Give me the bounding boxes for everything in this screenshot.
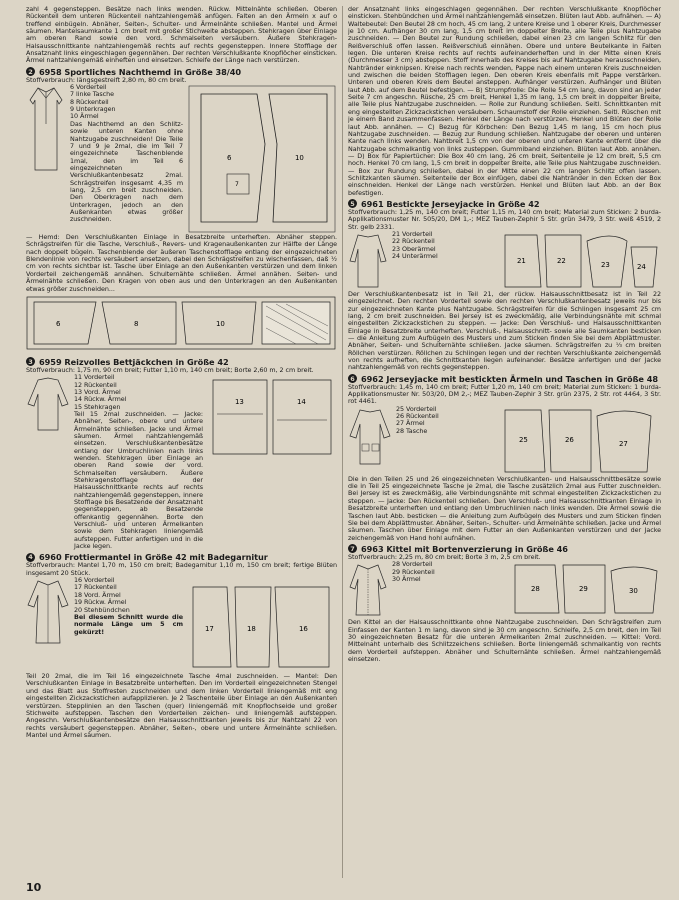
- part-item: 20 Stehbündchen: [74, 605, 130, 614]
- svg-text:17: 17: [205, 625, 214, 634]
- embroidered-jacket-sketch-icon: [348, 406, 392, 468]
- part-item: 6 Vorderteil: [70, 83, 107, 92]
- svg-text:27: 27: [619, 439, 628, 448]
- bathrobe-sketch-icon: [26, 577, 70, 647]
- body-text: Die in den Teilen 25 und 26 eingezeichneten Verschlußkanten- und Halsausschnittbesätze sowie die in Teil 25 eingezeichnete Tasche je 2mal, die Tasche zusätzlich 2mal aus Futter zuschneiden. Bei Jersey ist es zweckmäßig, alle Verbindungsnähte mit schmal eingestellten Zickzackstichen zu steppen. — Jacke: Den Rückenteil schließen. Den Verschluß- und Halsausschnittkanten Einlage in Besatzbreite unterheften und entlang den Umbruchlinien nach links wenden. Die Ärmel sowie die Taschen laut Abb. besticken — die Anleitung zum Aufbügeln des Musters und zum Sticken finden Sie bei dem Abplättmuster. Abnäher, Seiten-, Schulter- und Ärmelnähte schließen. Jacke und Ärmel säumen. Taschen über Einlage mit dem Futter an den Außenkanten verstürzen und der Jacke zeichengemäß von Hand hohl aufnähen.: [348, 474, 661, 542]
- svg-text:25: 25: [519, 435, 528, 444]
- part-item: 22 Rückenteil: [392, 237, 435, 246]
- part-item: 23 Oberärmel: [392, 244, 436, 253]
- body-text: Teil 15 2mal zuschneiden. — Jacke: Abnäher, Seiten-, obere und untere Ärmelnähte schließen. Jacke und Ärmel säumen. Ärmel nahtzahlengemäß einsetzen. Verschlußkantenbesätze entlang der Umbruchlinien nach links wenden. Stehkragen über Einlage an oberen Rand sowie der vord. Schmalseiten versäubern. Äußere Stehkragenstofflage der Halsausschnittkante rechts auf rechts nahtzahlengemäß gegensteppen, innere Stofflage bis Besatzende der Ansatznaht gegensteppen, ab Besatzende offenkantig gegennähen. Borte den Verschluß- und unteren Ärmelkanten sowie dem Stehkragen liniengemäß aufsteppen. Futter anfertigen und in die Jacke legen.: [74, 409, 203, 551]
- pattern-pieces-diagram: [511, 561, 661, 617]
- section-title: 6960 Frottiermantel in Größe 42 mit Badegarnitur: [39, 552, 268, 563]
- pattern-pieces-diagram: [501, 231, 661, 291]
- garment-sketch-6961: [348, 231, 388, 291]
- svg-text:22: 22: [557, 256, 566, 265]
- pattern-diagram-6963: [511, 561, 661, 619]
- section-number: 6: [348, 374, 357, 383]
- svg-text:21: 21: [517, 256, 526, 265]
- part-item: 29 Rückenteil: [392, 567, 435, 576]
- part-item: 28 Vorderteil: [392, 560, 433, 569]
- part-item: 13 Vord. Ärmel: [74, 387, 121, 396]
- parts-text-6960: [74, 577, 183, 673]
- pattern-pieces-diagram: [187, 84, 337, 234]
- body-text: Den Kittel an der Halsausschnittkante ohne Nahtzugabe zuschneiden. Den Schrägstreifen zum Einfassen der Kanten 1 m lang, davon sind je 30 cm angeschn. Schleife, 2,5 cm breit, den im Teil 30 eingezeichneten Besatz für die unteren Ärmelkanten 2mal zuschneiden. — Kittel: Vord. Mittelnaht unterhalb des Schlitzzeichens schließen. Borte liniengemäß schmalkantig von rechts dem Vorderteil aufsteppen. Abnäher und Schulternähte schließen. Ärmel nahtzahlengemäß einsetzen.: [348, 618, 661, 663]
- garment-sketch-6960: [26, 577, 70, 673]
- body-text: Das Nachthemd an den Schlitz-sowie unteren Kanten ohne Nahtzugabe zuschneiden! Die Teile 7 und 9 je 2mal, die im Teil 7 eingezeichnete Taschenblende 1mal, den im Teil 6 eingezeichneten Verschlußkantenbesatz 2mal. Schrägstreifen insgesamt 4,35 m lang, 2,5 cm breit zuschneiden. Den Oberkragen nach dem Unterkragen, jedoch an den Außenkanten etwas größer zuschneiden.: [70, 119, 183, 224]
- part-item: 9 Unterkragen: [70, 105, 116, 114]
- garment-sketch-6963: [348, 561, 388, 619]
- pattern-diagram-6958: [187, 84, 337, 234]
- svg-text:13: 13: [235, 398, 244, 407]
- fabric-usage: Stoffverbrauch: 1,75 m, 90 cm breit; Futter 1,10 m, 140 cm breit; Borte 2,60 m, 2 cm breit.: [26, 365, 314, 374]
- pattern-layout-strip: [26, 296, 337, 354]
- part-item: 14 Rückw. Ärmel: [74, 395, 127, 404]
- part-item: 15 Stehkragen: [74, 402, 121, 411]
- svg-text:8: 8: [134, 319, 139, 328]
- svg-text:6: 6: [227, 154, 232, 163]
- section-title: 6959 Reizvolles Bettjäckchen in Größe 42: [39, 356, 229, 367]
- part-item: 30 Ärmel: [392, 574, 421, 583]
- intro-paragraph: der Ansatznaht links eingeschlagen gegennähen. Der rechten Verschlußkante Knopflöcher einsticken. Stehbündchen und Ärmel nahtzahlengemäß einsetzen. Blüten laut Abb. aufnähen. — A) Waltebeutel: Den Beutel 28 cm hoch, 45 cm lang, 2 untere Kreise und 1 oberer Kreis, Durchmesser je 10 cm. Aufhänger 30 cm lang, 1,5 cm breit im doppelter Breite, alle Teile plus Nahtzugabe zuschneiden. — Den Beutel zur Rundung schließen, dabei einen 23 cm langen Schlitz für den Reißverschluß offen lassen. Reißverschluß einnähen. Obere und untere Beutelkante in Falten legen. Die unteren Kreise rechts auf rechts aufeinanderheften und in der Mitte einen Kreis (Durchmesser 3 cm) absteppen. Stoff innerhalb des Kreises bis auf Nahtzugabe herausschneiden, Nahtränder einknipsen. Kreise nach rechts wenden, Pappe nach einem unteren Kreis zuschneiden und zwischen die beiden Stofflagen legen. Den oberen Kreis ebenfalls mit Pappe verstärken. Unteren und oberen Kreis dem Beutel ansteppen. Aufhänger verstürzen. Aufhänger und Blüten laut Abb. auf dem Beutel befestigen. — B) Strumpfrolle: Die Rolle 54 cm lang, davon sind an jeder Seite 7 cm angeschn. Rüsche, 25 cm breit, Henkel 1,35 m lang, 1,5 cm breit in doppelter Breite, alle Teile plus Nahtzugabe zuschneiden. — Rolle zur Rundung schließen. Seitl. Schnittkanten mit eng eingestellten Zickzackstichen versäubern. Schaumstoff der Rolle einziehen. Seitl. Rüschen mit je einem Band zusammenfassen. Henkel der Länge nach verstürzen. Henkel und Blüten der Rolle laut Abb. annähen. — C) Bezug für Körbchen: Den Bezug 1,45 m lang, 15 cm hoch plus Nahtzugabe zuschneiden. — Bezug zur Rundung schließen. Nahtzugabe der oberen und unteren Kante nach links wenden. Nahtbreit 1,5 cm von der oberen und unteren Kante entfernt über die Nahtzugabe schmalkantig von links zusteppen. Gummiband einziehen. Blüten laut Abb. annähen. — D) Box für Papiertücher: Die Box 40 cm lang, 26 cm breit, Seitenteile je 12 cm breit, 5,5 cm hoch. Henkel 70 cm lang, 1,5 cm breit in doppelter Breite, alle Teile plus Nahtzugabe zuschneiden. — Box zur Rundung schließen, dabei in der Mitte einen 22 cm langen Schlitz offen lassen. Schlitzkanten säumen. Seitenteile der Box einfügen, dabei die Nahtränder in den Ecken der Box einschneiden. Henkel der Länge nach verstürzen. Henkel und Blüten laut Abb. an der Box befestigen.: [348, 6, 661, 197]
- part-item: 24 Unterärmel: [392, 252, 438, 260]
- part-item: 28 Tasche: [396, 426, 428, 435]
- section-number: 3: [26, 357, 35, 366]
- svg-text:18: 18: [247, 625, 256, 634]
- section-title: 6958 Sportliches Nachthemd in Größe 38/40: [39, 66, 242, 77]
- garment-sketch-6958: [26, 84, 66, 234]
- section-6962-body: [348, 406, 661, 476]
- smock-sketch-icon: [348, 561, 388, 619]
- pattern-diagram-6960: [187, 577, 337, 673]
- svg-text:26: 26: [565, 435, 574, 444]
- garment-sketch-6962: [348, 406, 392, 476]
- parts-text-6962: [396, 406, 497, 476]
- section-number: 4: [26, 553, 35, 562]
- part-item: 7 linke Tasche: [70, 90, 115, 99]
- section-number: 7: [348, 544, 357, 553]
- body-text: — Hemd: Den Verschlußkanten Einlage in Besatzbreite unterheften. Abnäher steppen. Schrägstreifen für die Tasche, Verschluß-, Revers- und Kragenaußenkanten zur Hälfte der Länge nach doppelt bügeln. Taschenblende der äußeren Taschenstofflage entlang der eingezeichneten Blendenlinie von rechts versäubert ansetzen, dabei den Schrägstreifen zu wischenfassen, daß ½ cm von rechts sichtbar ist. Tasche über Einlage an den Außenkanten verstürzen und dem linken Vorderteil zeichengemäß annähen. Schulternähte schließen. Ärmel annähen. Seiten- und Ärmelnähte schließen. Den Kragen von oben aus und den Unterkragen an den Außenkanten etwas größer zuschneiden...: [26, 233, 337, 293]
- nightshirt-sketch-icon: [26, 84, 66, 176]
- fabric-usage: Stoffverbrauch: Mantel 1,70 m, 150 cm breit; Badegarnitur 1,10 m, 150 cm breit; fertige Blüten insgesamt 20 Stück.: [26, 561, 337, 577]
- svg-text:16: 16: [299, 625, 308, 634]
- body-text: Der Verschlußkantenbesatz ist in Teil 21, der rückw. Halsausschnittbesatz ist in Teil 22 eingezeichnet. Den rechten Vorderteil sowie den rechten Verschlußkantenbesatz jeweils nur bis zur eingezeichneten Kante plus Nahtzugabe. Schrägstreifen für die Schlingen insgesamt 25 cm lang, 2 cm breit zuschneiden. Bei Jersey ist es zweckmäßig, alle Verbindungsnähte mit schmal eingestellten Zickzackstichen zu steppen. — Jacke: Den Verschluß- und Halsausschnittkanten Einlage in Besatzbreite unterheften. Verschluß-, Halsausschnitt- sowie alle Saumkanten besticken — die Anleitung zum Aufbügeln des Musters und zum Sticken finden Sie bei dem Abplättmuster. Abnäher, Seiten- und Schulternähte schließen. Jacke säumen. Schrägstreifen zu ⅓ cm breiten Röllchen verstürzen. Röllchen zu Schlingen legen und der rechten Verschlußkante zeichengemäß von rechts aufheften, die Schnittkanten liegen aufeinander. Besätze anfertigen und der Jacke nahtzahlengemäß von rechts gegensteppen.: [348, 289, 661, 372]
- pattern-diagram-6962: [501, 406, 661, 476]
- svg-text:10: 10: [216, 319, 225, 328]
- svg-text:29: 29: [579, 585, 588, 594]
- pattern-pieces-diagram: [187, 577, 337, 673]
- bedjacket-sketch-icon: [26, 374, 70, 434]
- pattern-diagram-6959: [207, 374, 337, 550]
- svg-text:23: 23: [601, 260, 610, 269]
- svg-text:10: 10: [295, 154, 304, 163]
- section-title: 6962 Jerseyjacke mit bestickten Ärmeln und Taschen in Größe 48: [361, 373, 659, 384]
- section-title: 6961 Bestickte Jerseyjacke in Größe 42: [361, 198, 540, 209]
- part-item: 21 Vorderteil: [392, 229, 433, 238]
- svg-text:6: 6: [56, 319, 61, 328]
- svg-text:7: 7: [235, 181, 239, 189]
- part-item: 8 Rückenteil: [70, 97, 109, 106]
- part-item: 16 Vorderteil: [74, 576, 115, 585]
- parts-list: [70, 84, 183, 121]
- parts-text-6958: [70, 84, 183, 234]
- body-text: Teil 20 2mal, die im Teil 16 eingezeichnete Tasche 4mal zuschneiden. — Mantel: Den Verschlußkanten Einlage in Besatzbreite unterheften. Den im Vorderteil eingezeichneten Stengel und das Blatt aus Stoffresten zuschneiden und dem linken Vorderteil liniengemäß mit eng eingestellten Zickzackstichen aufapplizieren. Je 2 Taschenteile über Einlage an den Außenkanten verstürzen. Stepplinien an den Taschen (quer) liniengemäß mit Knopflochseide und großer Stichweite aufsteppen. Taschen den Vorderteilen zeichen- und liniengemäß aufsteppen. Angeschn. Verschlußkantenbesätze den Halsausschnittkanten jeweils bis zur Nahtzahl 22 von rechts versäubert gegensteppen. Abnäher, Seiten-, obere und untere Ärmelnähte schließen. Mantel und Ärmel säumen.: [26, 672, 337, 739]
- fabric-usage: Stoffverbrauch: 2,25 m, 80 cm breit; Borte 3 m, 2,5 cm breit.: [348, 552, 541, 561]
- section-number: 2: [26, 67, 35, 76]
- part-item: 12 Rückenteil: [74, 380, 117, 389]
- part-item: 11 Vorderteil: [74, 373, 115, 382]
- pattern-diagram-6961: [501, 231, 661, 291]
- section-6960-body: [26, 577, 337, 673]
- section-6963-body: [348, 561, 661, 619]
- fabric-usage: Stoffverbrauch: 1,45 m, 140 cm breit; Futter 1,20 m, 140 cm breit; Material zum Sticken: 1 burda-Applikationsmuster Nr. 503/20, DM 2,-; MEZ Tauben-Zephir 3 Str. grün 2375, 2 Str. rot 4464, 3 Str. rot 4461.: [348, 382, 661, 406]
- part-item: 18 Vord. Ärmel: [74, 590, 121, 599]
- fabric-usage: Stoffverbrauch: 1,25 m, 140 cm breit; Futter 1,15 m, 140 cm breit; Material zum Sticken: 2 burda-Applikationsmuster Nr. 505/20, DM 1,-; MEZ Tauben-Zephir 5 Str. grün 3479, 3 Str. weiß 4519, 2 Str. gelb 2331.: [348, 207, 661, 231]
- part-item: 27 Ärmel: [396, 419, 425, 428]
- part-item: 17 Rückenteil: [74, 583, 117, 592]
- section-title: 6963 Kittel mit Bortenverzierung in Größe 46: [361, 543, 568, 554]
- parts-text-6961: [392, 231, 497, 291]
- pattern-pieces-diagram: [207, 374, 337, 462]
- shortened-note: Bei diesem Schnitt wurde die normale Länge um 5 cm gekürzt!: [74, 612, 183, 636]
- part-item: 25 Vorderteil: [396, 404, 437, 413]
- svg-text:14: 14: [297, 398, 306, 407]
- svg-text:28: 28: [531, 585, 540, 594]
- fabric-usage: Stoffverbrauch: längsgestreift 2,80 m, 80 cm breit.: [26, 75, 187, 84]
- svg-text:30: 30: [629, 587, 638, 596]
- part-item: 10 Ärmel: [70, 112, 99, 121]
- jersey-jacket-sketch-icon: [348, 231, 388, 291]
- column-divider: [342, 6, 343, 878]
- part-item: 19 Rückw. Ärmel: [74, 598, 127, 607]
- section-number: 5: [348, 199, 357, 208]
- garment-sketch-6959: [26, 374, 70, 550]
- right-column: [348, 6, 661, 878]
- parts-text-6963: [392, 561, 507, 619]
- cutting-layout-diagram: [26, 296, 336, 354]
- section-6959-body: [26, 374, 337, 550]
- section-6961-body: [348, 231, 661, 291]
- intro-paragraph: zahl 4 gegensteppen. Besätze nach links wenden. Rückw. Mittelnähte schließen. Oberen Rückenteil dem unteren Rückenteil nahtzahlengemäß anfügen. Falten an den Ärmeln x auf o treffend einbügeln. Abnäher, Seiten-, Schulter- und Ärmelnähte schließen. Mantel und Ärmel säumen. Mantelsaumkante 1 cm breit mit großer Stichweite absteppen. Stehkragen über Einlage am oberen Rand sowie den vord. Schmalseiten versäubern. Äußere Stehkragen-Halsausschnittkante nahtzahlengemäß rechts auf rechts gegensteppen. Innere Stofflage der Ansatznaht links eingeschlagen gegennähen. Der rechten Verschlußkante Knopflöcher einsticken. Ärmel nahtzahlengemäß einheften und einsetzen. Schleife der Länge nach verstürzen.: [26, 6, 337, 65]
- pattern-pieces-diagram: [501, 406, 661, 476]
- part-item: 26 Rückenteil: [396, 412, 439, 421]
- left-column: [26, 6, 337, 878]
- svg-text:24: 24: [637, 262, 646, 271]
- parts-text-6959: [74, 374, 203, 550]
- section-6958-body: [26, 84, 337, 234]
- page-number: 10: [26, 881, 42, 894]
